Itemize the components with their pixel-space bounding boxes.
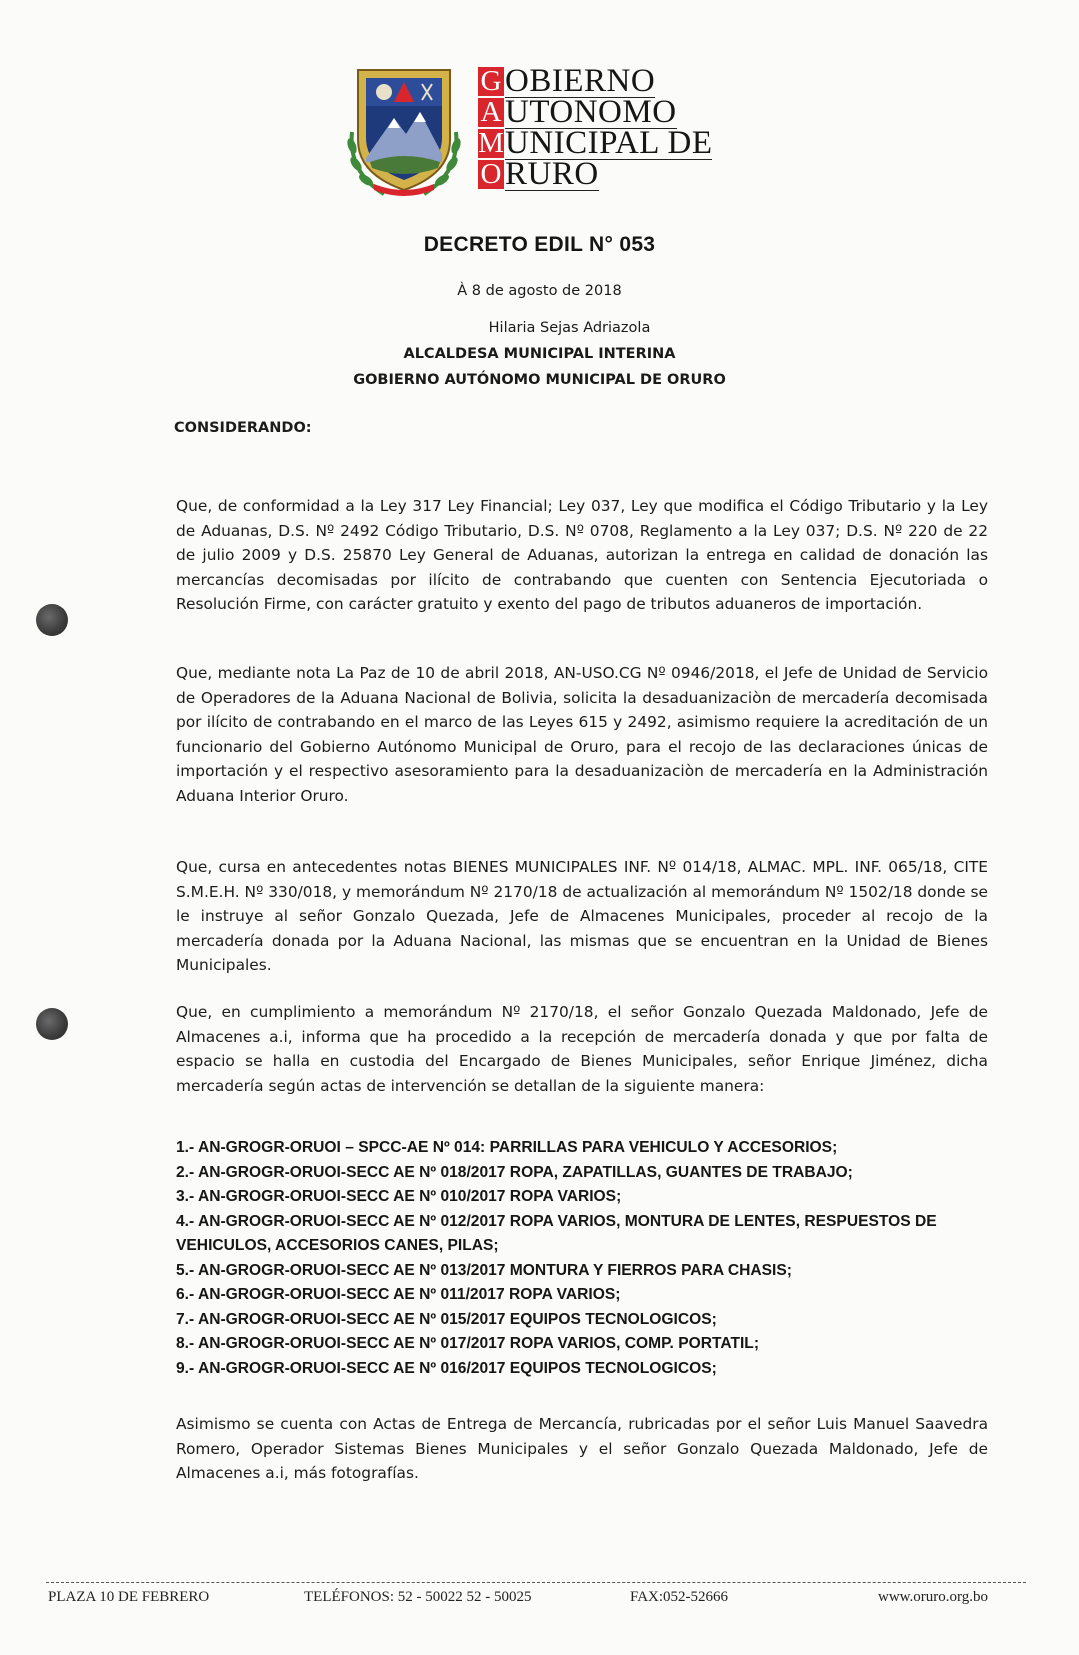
brand-initial: M — [478, 127, 504, 159]
considerando-heading: CONSIDERANDO: — [174, 420, 312, 436]
letterhead — [344, 62, 744, 202]
brand-word: OBIERNO — [505, 62, 656, 99]
brand-wordmark — [478, 62, 713, 192]
signer-name: Hilaria Sejas Adriazola — [488, 320, 651, 336]
intervention-acts-list — [176, 1136, 1006, 1381]
list-item: 4.- AN-GROGR-ORUOI-SECC AE Nº 012/2017 ROPA VARIOS, MONTURA DE LENTES, RESPUESTOS DE VEHICULOS, ACCESORIOS CANES, PILAS; — [176, 1212, 937, 1254]
decree-date: À 8 de agosto de 2018 — [457, 283, 622, 299]
paragraph: Que, cursa en antecedentes notas BIENES MUNICIPALES INF. Nº 014/18, ALMAC. MPL. INF. 065/18, CITE S.M.E.H. Nº 330/018, y memorándum Nº 2170/18 de actualización al memorándum Nº 1502/18 donde se le instruye al señor Gonzalo Quezada, Jefe de Almacenes Municipales, proceder al recojo de la mercadería donada por la Aduana Nacional, las mismas que se encuentran en la Unidad de Bienes Municipales. — [176, 858, 988, 974]
signer-organization: GOBIERNO AUTÓNOMO MUNICIPAL DE ORURO — [353, 372, 726, 388]
list-item: 5.- AN-GROGR-ORUOI-SECC AE Nº 013/2017 MONTURA Y FIERROS PARA CHASIS; — [176, 1261, 792, 1279]
list-item: 1.- AN-GROGR-ORUOI – SPCC-AE Nº 014: PARRILLAS PARA VEHICULO Y ACCESORIOS; — [176, 1139, 838, 1156]
list-item: 6.- AN-GROGR-ORUOI-SECC AE Nº 011/2017 ROPA VARIOS; — [176, 1286, 621, 1303]
footer-website: www.oruro.org.bo — [878, 1589, 988, 1605]
paragraph: Que, mediante nota La Paz de 10 de abril 2018, AN-USO.CG Nº 0946/2018, el Jefe de Unidad de Servicio de Operadores de la Aduana Nacional de Bolivia, solicita la desaduanizaciòn de mercadería decomisada por ilícito de contrabando en el marco de las Leyes 615 y 2492, asimismo requiere la acreditación de un funcionario del Gobierno Autónomo Municipal de Oruro, para el recojo de las declaraciones únicas de importación y el respectivo asesoramiento para la desaduanizaciòn de mercadería en la Administración Aduana Interior Oruro. — [176, 664, 988, 805]
footer-phones: TELÉFONOS: 52 - 50022 52 - 50025 — [304, 1589, 532, 1605]
brand-initial: O — [478, 160, 504, 189]
brand-word: UNICIPAL DE — [505, 124, 713, 161]
closing-paragraph: Asimismo se cuenta con Actas de Entrega de Mercancía, rubricadas por el señor Luis Manuel Saavedra Romero, Operador Sistemas Bienes Municipales y el señor Gonzalo Quezada Maldonado, Jefe de Almacenes a.i, más fotografías. — [176, 1415, 988, 1482]
brand-line — [478, 124, 713, 161]
list-item: 8.- AN-GROGR-ORUOI-SECC AE Nº 017/2017 ROPA VARIOS, COMP. PORTATIL; — [176, 1335, 760, 1352]
punch-hole — [36, 1008, 68, 1040]
decree-title: DECRETO EDIL N° 053 — [423, 233, 656, 256]
coat-of-arms-icon — [344, 62, 464, 200]
footer-divider — [46, 1582, 1026, 1583]
signer-title: ALCALDESA MUNICIPAL INTERINA — [403, 346, 676, 362]
punch-hole — [36, 604, 68, 636]
brand-line — [478, 155, 712, 192]
brand-word: RURO — [505, 155, 599, 192]
list-item: 7.- AN-GROGR-ORUOI-SECC AE Nº 015/2017 EQUIPOS TECNOLOGICOS; — [176, 1310, 717, 1328]
list-item: 9.- AN-GROGR-ORUOI-SECC AE Nº 016/2017 EQUIPOS TECNOLOGICOS; — [176, 1359, 717, 1377]
brand-line — [478, 93, 712, 130]
list-item: 2.- AN-GROGR-ORUOI-SECC AE Nº 018/2017 ROPA, ZAPATILLAS, GUANTES DE TRABAJO; — [176, 1163, 853, 1181]
footer-fax: FAX:052-52666 — [630, 1589, 729, 1605]
paragraph: Que, en cumplimiento a memorándum Nº 2170/18, el señor Gonzalo Quezada Maldonado, Jefe de Almacenes a.i, informa que ha procedido a la recepción de mercadería donada y que por falta de espacio se halla en custodia del Encargado de Bienes Municipales, señor Enrique Jiménez, dicha mercadería según actas de intervención se detallan de la siguiente manera: — [176, 1003, 988, 1095]
brand-line — [478, 62, 712, 99]
brand-initial: A — [478, 98, 504, 127]
list-item: 3.- AN-GROGR-ORUOI-SECC AE Nº 010/2017 ROPA VARIOS; — [176, 1188, 622, 1205]
footer-address: PLAZA 10 DE FEBRERO — [48, 1589, 210, 1605]
paragraph: Que, de conformidad a la Ley 317 Ley Financial; Ley 037, Ley que modifica el Código Tributario y la Ley de Aduanas, D.S. Nº 2492 Código Tributario, D.S. Nº 0708, Reglamento a la Ley 037; D.S. Nº 220 de 22 de julio 2009 y D.S. 25870 Ley General de Aduanas, autorizan la entrega en calidad de donación las mercancías decomisadas por ilícito de contrabando que cuenten con Sentencia Ejecutoriada o Resolución Firme, con carácter gratuito y exento del pago de tributos aduaneros de importación. — [176, 497, 988, 613]
brand-initial: G — [478, 67, 504, 96]
brand-word: UTONOMO — [505, 93, 677, 130]
